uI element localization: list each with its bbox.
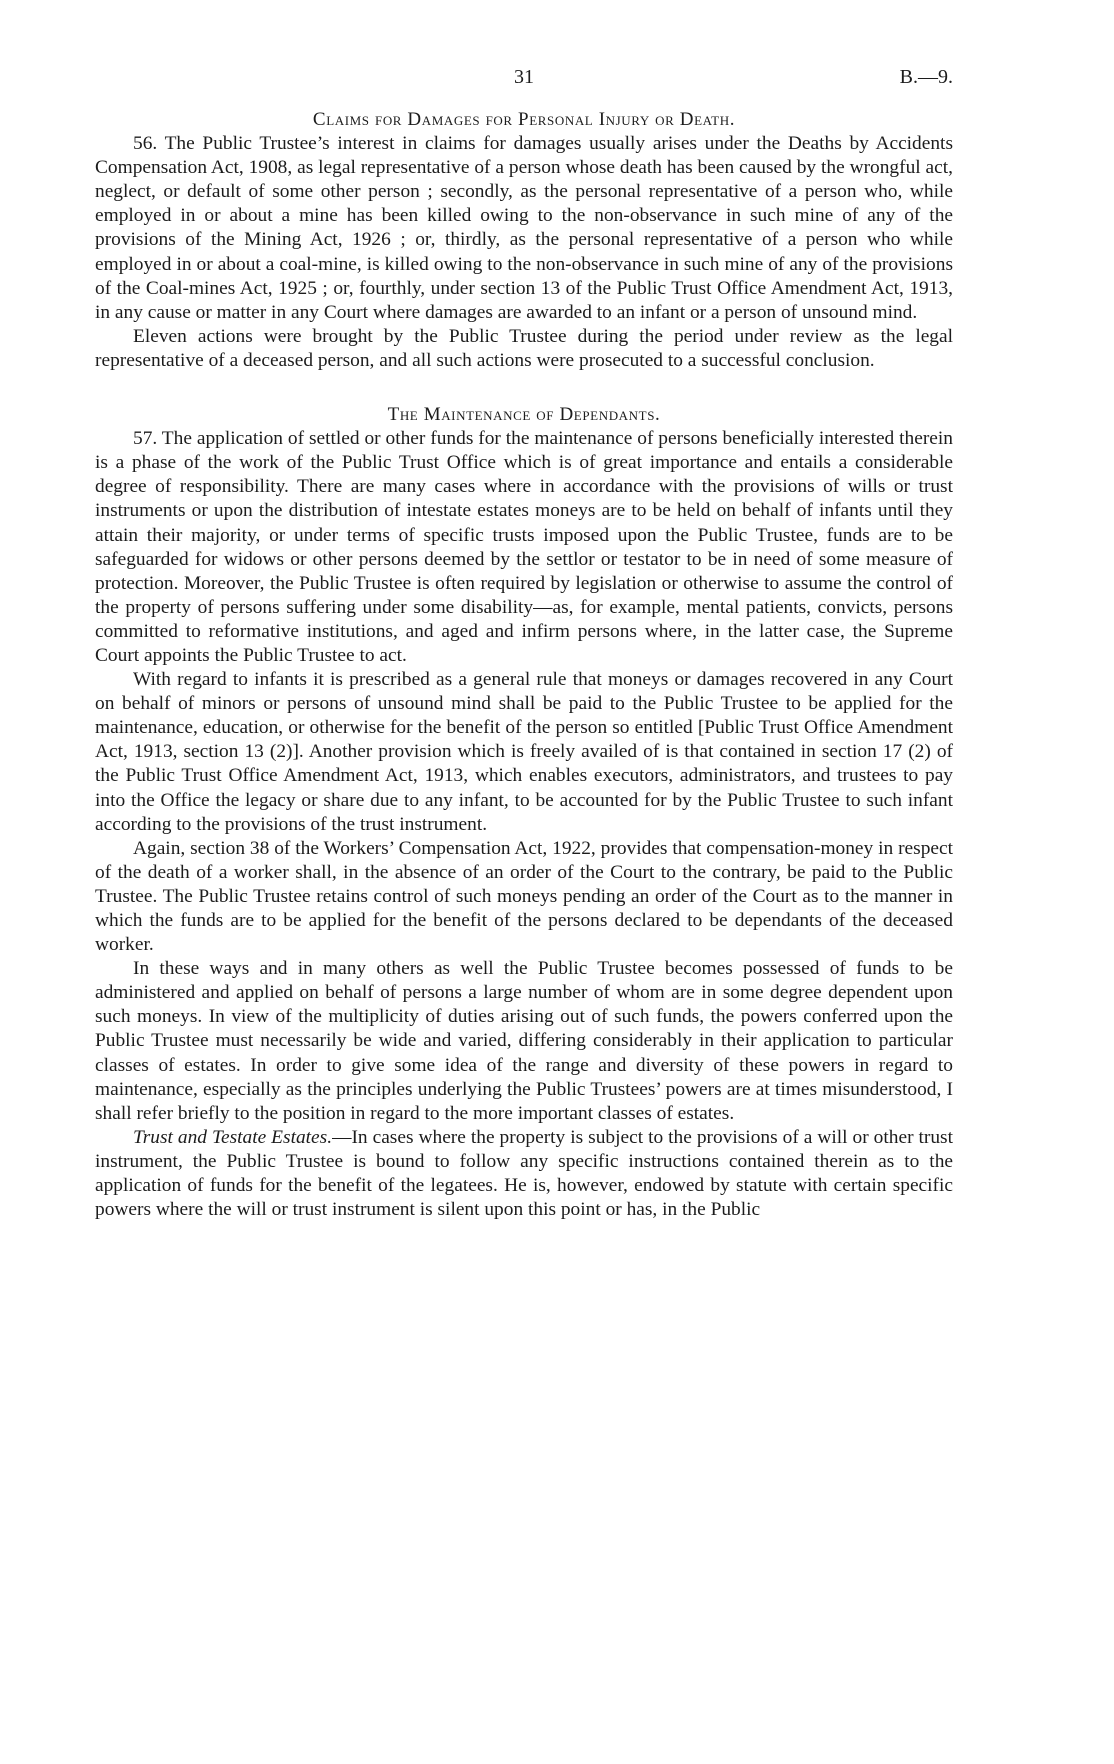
paragraph-eleven-actions: Eleven actions were brought by the Public Trustee during the period under review as the legal representative of a deceased person, and all such actions were prosecuted to a successful conclusion. [95, 325, 953, 371]
paragraph-workers-compensation: Again, section 38 of the Workers’ Compensation Act, 1922, provides that compensation-money in respect of the death of a worker shall, in the absence of an order of the Court to the contrary, be paid to the Public Trustee. The Public Trustee retains control of such moneys pending an order of the Court as to the manner in which the funds are to be applied for the benefit of the persons declared to be dependants of the deceased worker. [95, 837, 953, 956]
section-heading-claims: Claims for Damages for Personal Injury or Death. [312, 109, 736, 130]
section-heading-maintenance: The Maintenance of Dependants. [387, 404, 661, 426]
paragraph-56: 56. The Public Trustee’s interest in claims for damages usually arises under the Deaths by Accidents Compensation Act, 1908, as legal representative of a person whose death has been caused by the wrongful act, neglect, or default of some other person ; secondly, as the personal representative of a person who, while employed in or about a mine has been killed owing to the non-observance in such mine of any of the provisions of the Mining Act, 1926 ; or, thirdly, as the personal representative of a person who while employed in or about a coal-mine, is killed owing to the non-observance in such mine of any of the provisions of the Coal-mines Act, 1925 ; or, fourthly, under section 13 of the Public Trust Office Amendment Act, 1913, in any cause or matter in any Court where damages are awarded to an infant or a person of unsound mind. [95, 133, 953, 323]
paragraph-infants: With regard to infants it is prescribed as a general rule that moneys or damages recovered in any Court on behalf of minors or persons of unsound mind shall be paid to the Public Trustee to be applied for the maintenance, education, or otherwise for the benefit of the person so entitled [Public Trust Office Amendment Act, 1913, section 13 (2)]. Another provision which is freely availed of is that contained in section 17 (2) of the Public Trust Office Amendment Act, 1913, which enables executors, administrators, and trustees to pay into the Office the legacy or share due to any infant, to be accounted for by the Public Trustee to such infant according to the provisions of the trust instrument. [95, 669, 953, 835]
body-text [95, 108, 953, 1222]
document-page [95, 0, 953, 1764]
paragraph-these-ways: In these ways and in many others as well the Public Trustee becomes possessed of funds to be administered and applied on behalf of persons a large number of whom are in some degree dependent upon such moneys. In view of the multiplicity of duties arising out of such funds, the powers conferred upon the Public Trustee must necessarily be wide and varied, differing considerably in their application to particular classes of estates. In order to give some idea of the range and diversity of these powers in regard to maintenance, especially as the principles underlying the Public Trustees’ powers are at times misunderstood, I shall refer briefly to the position in regard to the more important classes of estates. [95, 958, 953, 1124]
document-reference: B.—9. [899, 66, 953, 88]
paragraph-57: 57. The application of settled or other funds for the maintenance of persons beneficially interested therein is a phase of the work of the Public Trust Office which is of great importance and entails a considerable degree of responsibility. There are many cases where in accordance with the provisions of wills or trust instruments or upon the distribution of intestate estates moneys are to be held on behalf of infants until they attain their majority, or under terms of specific trusts imposed upon the Public Trustee, funds are to be safeguarded for widows or other persons deemed by the settlor or testator to be in need of some measure of protection. Moreover, the Public Trustee is often required by legislation or otherwise to assume the control of the property of persons suffering under some disability—as, for example, mental patients, convicts, persons committed to reformative institutions, and aged and infirm persons where, in the latter case, the Supreme Court appoints the Public Trustee to act. [95, 428, 953, 666]
paragraph-trust-estates [95, 1126, 953, 1222]
paragraph-trust-estates-text: —In cases where the property is subject to the provisions of a will or other trust instrument, the Public Trustee is bound to follow any specific instructions contained therein as to the application of funds for the benefit of the legatees. He is, however, endowed by statute with certain specific powers where the will or trust instrument is silent upon this point or has, in the Public [95, 1126, 953, 1221]
page-header [95, 66, 953, 96]
page-number: 31 [514, 66, 534, 88]
paragraph-subheading: Trust and Testate Estates. [133, 1126, 333, 1148]
